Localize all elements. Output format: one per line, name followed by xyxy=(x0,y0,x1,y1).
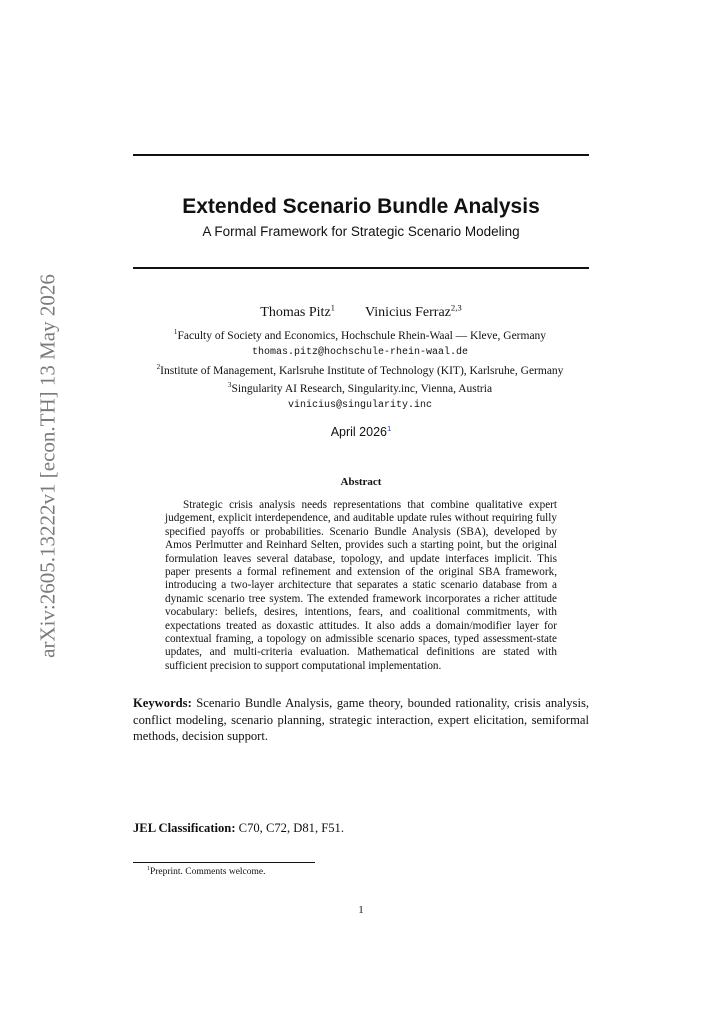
affiliation-mark: 1 xyxy=(173,328,178,337)
author-affil-mark: 2,3 xyxy=(450,302,462,313)
affiliation-text: Institute of Management, Karlsruhe Institute of Technology (KIT), Karlsruhe, Germany xyxy=(160,365,564,377)
author-name: Thomas Pitz xyxy=(260,305,331,320)
author-affil-mark: 1 xyxy=(330,302,336,313)
footnote-text: Preprint. Comments welcome. xyxy=(149,867,266,877)
affiliation xyxy=(110,383,610,395)
affiliation-text: Faculty of Society and Economics, Hochschule Rhein-Waal — Kleve, Germany xyxy=(177,330,547,342)
keywords-text: Scenario Bundle Analysis, game theory, bounded rationality, crisis analysis, conflict modeling, scenario planning, strategic interaction, expert elicitation, semiformal methods, decision support. xyxy=(133,696,589,743)
footnote-link[interactable]: 1 xyxy=(386,423,392,433)
affiliation-mark: 2 xyxy=(156,363,161,372)
bottom-title-rule xyxy=(133,267,589,269)
author-email[interactable]: vinicius@singularity.inc xyxy=(287,400,433,411)
abstract-body: Strategic crisis analysis needs representations that combine qualitative expert judgement, explicit interdependence, and auditable update rules without requiring fully specified payoffs or probabilities. Scenario Bundle Analysis (SBA), developed by Amos Perlmutter and Reinhard Selten, provides such a starting point, but the original formulation leaves several database, topology, and update interfaces implicit. This paper presents a formal refinement and extension of the original SBA framework, introducing a two-layer architecture that separates a static scenario database from a dynamic scenario tree system. The extended framework incorporates a richer attitude vocabulary: beliefs, desires, intentions, fears, and coalitional commitments, with expectations treated as doxastic attitudes. It also adds a domain/modifier layer for contextual framing, a topology on admissible scenario spaces, typed assessment-state updates, and multi-criteria evaluation. Mathematical definitions are stated with sufficient precision to support computational implementation. xyxy=(165,499,557,672)
jel-text: C70, C72, D81, F51. xyxy=(238,821,344,835)
date-text: April 2026 xyxy=(330,425,387,439)
jel-classification xyxy=(133,820,589,837)
author-email[interactable]: thomas.pitz@hochschule-rhein-waal.de xyxy=(251,347,469,358)
footnote-mark: 1 xyxy=(147,865,150,872)
affiliation xyxy=(110,330,610,342)
footnote xyxy=(147,867,266,877)
affiliation-text: Singularity AI Research, Singularity.inc, Vienna, Austria xyxy=(231,383,493,395)
page-number: 1 xyxy=(358,904,364,916)
jel-label: JEL Classification: xyxy=(133,821,236,835)
paper-date xyxy=(133,425,589,439)
paper-subtitle: A Formal Framework for Strategic Scenario Modeling xyxy=(202,224,520,239)
author-name: Vinicius Ferraz xyxy=(365,305,451,320)
footnote-rule xyxy=(133,862,315,863)
abstract-heading: Abstract xyxy=(340,476,382,488)
affiliation xyxy=(110,365,610,377)
keywords xyxy=(133,695,589,745)
arxiv-stamp-text: arXiv:2605.13222v1 [econ.TH] 13 May 2026 xyxy=(35,274,60,658)
author-list xyxy=(133,302,589,321)
top-rule xyxy=(133,154,589,156)
affiliation-mark: 3 xyxy=(227,381,232,390)
keywords-label: Keywords: xyxy=(133,696,192,710)
paper-title: Extended Scenario Bundle Analysis xyxy=(182,195,540,218)
